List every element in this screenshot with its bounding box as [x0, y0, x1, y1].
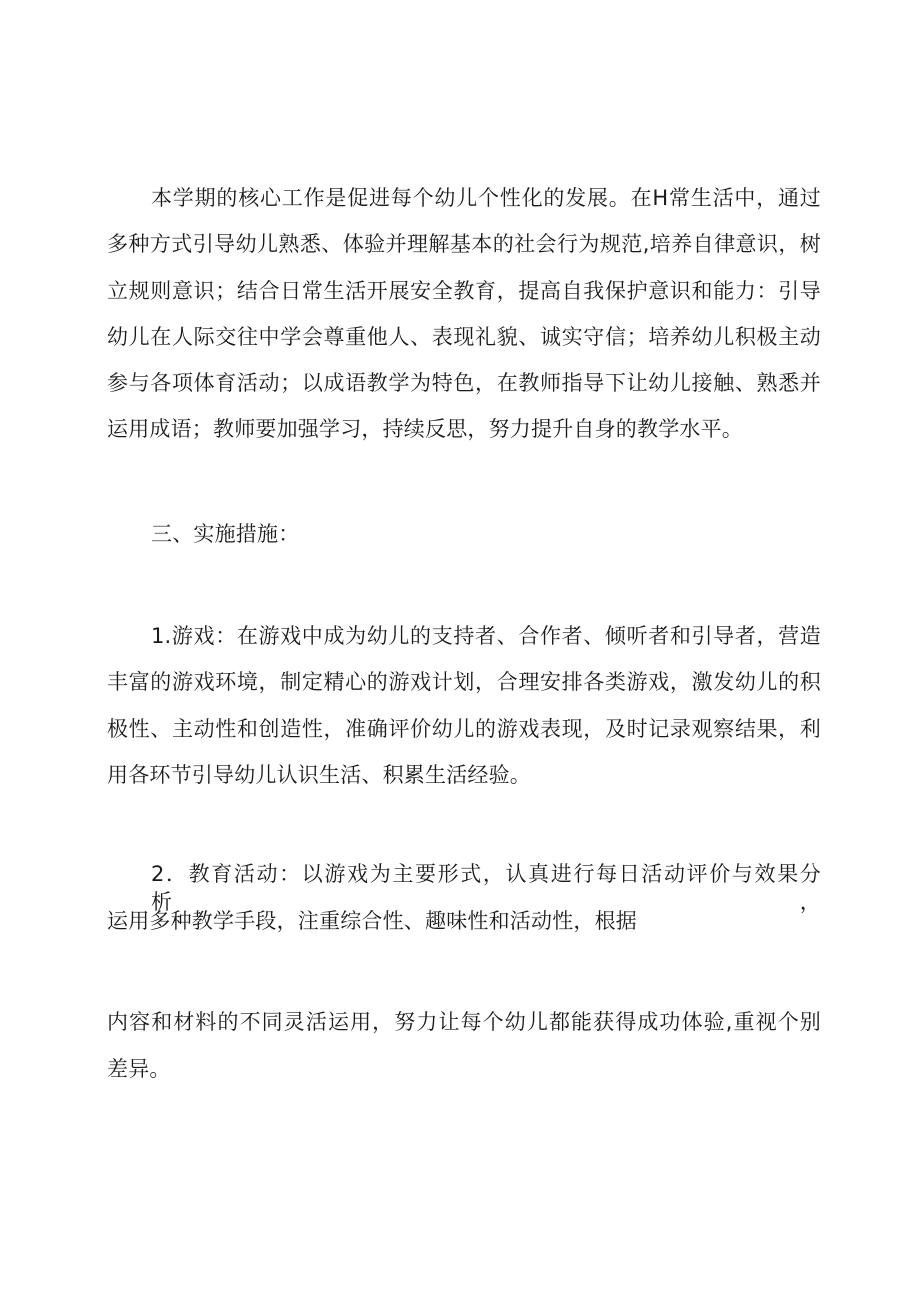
games-line-1: 1.游戏：在游戏中成为幼儿的支持者、合作者、倾听者和引导者，营造 — [151, 624, 821, 648]
education-line-2: 运用多种教学手段，注重综合性、趣味性和活动性，根据 — [107, 909, 637, 933]
continuation-line-2: 差异。 — [107, 1057, 171, 1081]
goals-line-3: 立规则意识；结合日常生活开展安全教育，提高自我保护意识和能力：引导 — [107, 279, 821, 303]
goals-line-5: 参与各项体育活动；以成语教学为特色，在教师指导下让幼儿接触、熟悉并 — [107, 371, 821, 395]
goals-line-6: 运用成语；教师要加强学习，持续反思，努力提升自身的教学水平。 — [107, 417, 743, 441]
games-line-3: 极性、主动性和创造性，准确评价幼儿的游戏表现，及时记录观察结果，利 — [107, 717, 821, 741]
goals-line-1: 本学期的核心工作是促进每个幼儿个性化的发展。在H常生活中，通过 — [151, 186, 821, 210]
continuation-line-1: 内容和材料的不同灵活运用，努力让每个幼儿都能获得成功体验,重视个别 — [107, 1010, 821, 1034]
goals-line-4: 幼儿在人际交往中学会尊重他人、表现礼貌、诚实守信；培养幼儿积极主动 — [107, 325, 821, 349]
games-line-2: 丰富的游戏环境，制定精心的游戏计划，合理安排各类游戏，激发幼儿的积 — [107, 670, 821, 694]
goals-line-2: 多种方式引导幼儿熟悉、体验并理解基本的社会行为规范,培养自律意识，树 — [107, 232, 821, 256]
section-heading: 三、实施措施： — [151, 522, 300, 546]
education-line-1: 2．教育活动：以游戏为主要形式，认真进行每日活动评价与效果分析， — [151, 862, 821, 914]
games-line-4: 用各环节引导幼儿认识生活、积累生活经验。 — [107, 763, 531, 787]
